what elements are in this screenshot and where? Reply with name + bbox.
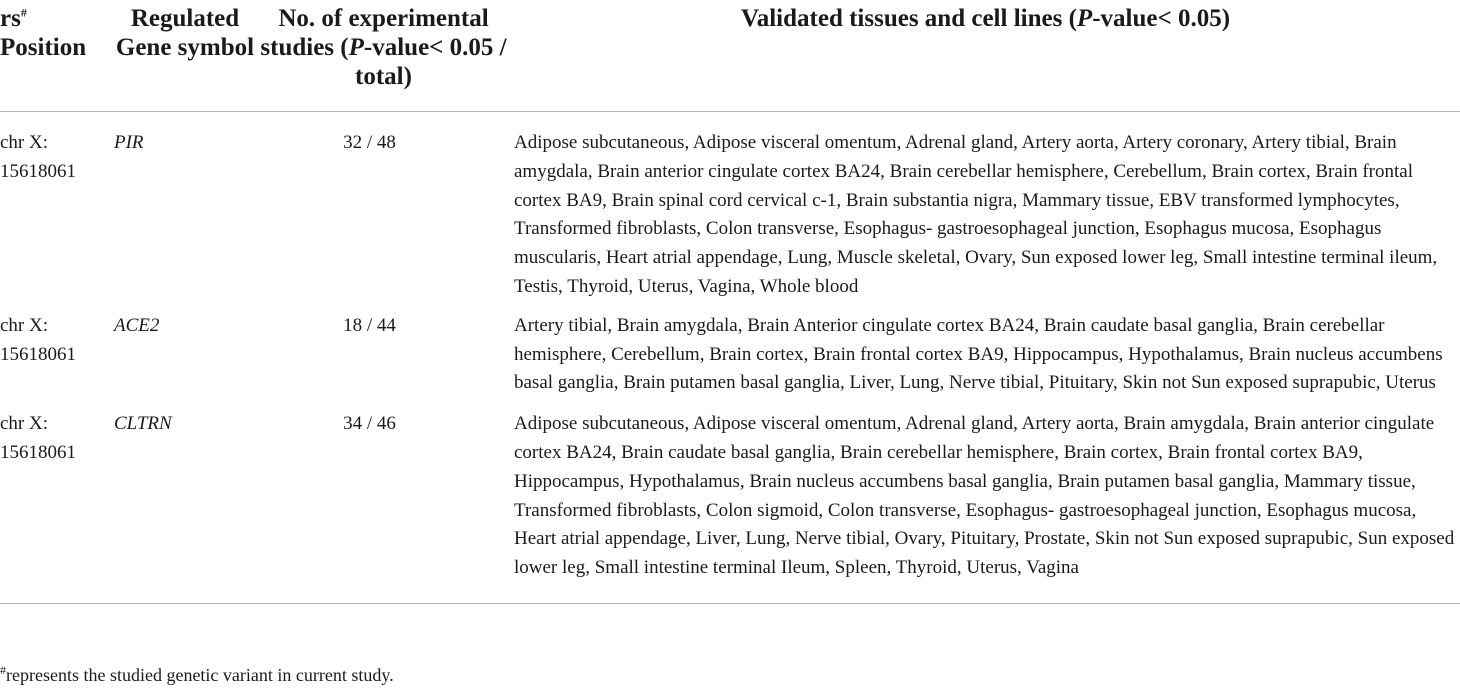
position-coord: 15618061 <box>0 160 76 182</box>
gene-cell: PIR <box>114 132 144 153</box>
table-row <box>0 398 1460 603</box>
table-row <box>0 112 1460 302</box>
table-footnote <box>0 664 394 686</box>
header-row <box>0 0 1460 112</box>
header-study-count-pre: No. of experimental studies ( <box>260 5 489 61</box>
header-tissues-post: -value< 0.05) <box>1092 5 1231 32</box>
tissues-cell: Adipose subcutaneous, Adipose visceral omentum, Adrenal gland, Artery aorta, Brain amygdala, Brain anterior cingulate cortex BA24, Brain caudate basal ganglia, Brain cerebellar hemisphere, Brain cortex, Brain frontal cortex BA9, Hippocampus, Hypothalamus, Brain nucleus accumbens basal ganglia, Brain putamen basal ganglia, Mammary tissue, Transformed fibroblasts, Colon sigmoid, Colon transverse, Esophagus- gastroesophageal junction, Esophagus mucosa, Heart atrial appendage, Liver, Lung, Nerve tibial, Ovary, Pituitary, Prostate, Skin not Sun exposed suprapubic, Sun exposed lower leg, Small intestine terminal Ileum, Spleen, Thyroid, Uterus, Vagina <box>514 413 1455 579</box>
footnote-mark: # <box>0 663 6 677</box>
header-study-count-post: -value< 0.05 / total) <box>355 34 507 90</box>
count-cell: 34 / 46 <box>343 413 396 435</box>
table-header <box>0 0 1460 112</box>
header-tissues-p: P <box>1076 5 1093 32</box>
header-study-count <box>256 0 511 112</box>
header-rs-position <box>0 0 114 112</box>
count-cell: 18 / 44 <box>343 314 396 336</box>
position-chr: chr X: <box>0 132 49 153</box>
position-chr: chr X: <box>0 413 49 435</box>
header-rs-mark: # <box>20 5 27 20</box>
count-cell: 32 / 48 <box>343 132 396 153</box>
footnote-text: represents the studied genetic variant in current study. <box>6 665 394 685</box>
tissues-cell: Adipose subcutaneous, Adipose visceral omentum, Adrenal gland, Artery aorta, Artery coronary, Artery tibial, Brain amygdala, Brain anterior cingulate cortex BA24, Brain cerebellar hemisphere, Cerebellum, Brain cortex, Brain frontal cortex BA9, Brain spinal cord cervical c-1, Brain substantia nigra, Mammary tissue, EBV transformed lymphocytes, Transformed fibroblasts, Colon transverse, Esophagus- gastroesophageal junction, Esophagus mucosa, Esophagus muscularis, Heart atrial appendage, Lung, Muscle skeletal, Ovary, Sun exposed lower leg, Small intestine terminal ileum, Testis, Thyroid, Uterus, Vagina, Whole blood <box>514 132 1438 297</box>
position-cell <box>0 398 114 603</box>
position-coord: 15618061 <box>0 343 76 365</box>
header-tissues <box>511 0 1460 112</box>
position-coord: 15618061 <box>0 441 76 463</box>
position-cell <box>0 302 114 398</box>
position-chr: chr X: <box>0 314 49 336</box>
header-study-count-p: P <box>348 34 364 61</box>
header-tissues-pre: Validated tissues and cell lines ( <box>740 5 1077 32</box>
table-body <box>0 112 1460 604</box>
header-position-label: Position <box>0 34 87 61</box>
header-rs-label: rs <box>0 5 21 32</box>
header-gene-symbol: Regulated Gene symbol <box>115 5 255 61</box>
table-row <box>0 302 1460 398</box>
position-cell <box>0 112 114 302</box>
gene-cell: CLTRN <box>114 413 172 435</box>
gene-cell: ACE2 <box>114 314 160 336</box>
tissues-cell: Artery tibial, Brain amygdala, Brain Anterior cingulate cortex BA24, Brain caudate basal ganglia, Brain cerebellar hemisphere, Cerebellum, Brain cortex, Brain frontal cortex BA9, Hippocampus, Hypothalamus, Brain nucleus accumbens basal ganglia, Brain putamen basal ganglia, Liver, Lung, Nerve tibial, Pituitary, Skin not Sun exposed suprapubic, Uterus <box>514 314 1443 394</box>
